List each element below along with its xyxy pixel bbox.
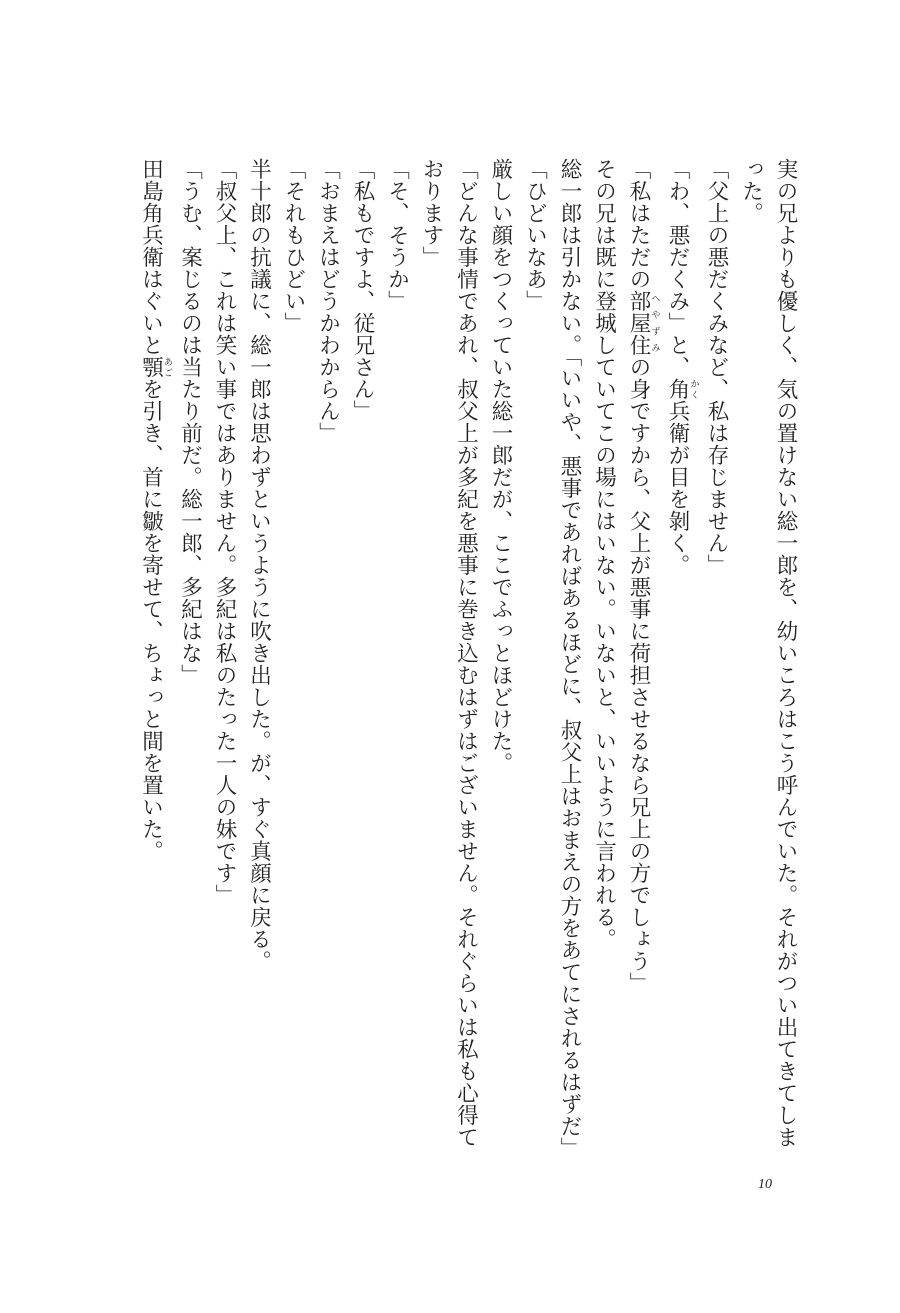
ruby-heyazumi: 部屋住へやずみ: [626, 290, 660, 356]
paragraph-1: 実の兄よりも優しく、気の置けない総一郎を、幼いころはこう呼んでいた。それがつい出てきてしまった。: [738, 158, 798, 1148]
vertical-text-body: [102, 158, 802, 1168]
page-number: 10: [758, 1177, 772, 1192]
paragraph-13: 「それもひどい」: [281, 158, 306, 334]
paragraph-7: 「ひどいなあ」: [522, 158, 548, 312]
paragraph-17-pre: 田島角兵衛はぐいと: [138, 158, 164, 356]
ruby-kaku: 角かく: [665, 378, 699, 400]
paragraph-17-post: を引き、首に皺を寄せて、ちょっと間を置いた。: [138, 378, 164, 862]
paragraph-3-pre: 「わ、悪だくみ」と、: [665, 158, 690, 378]
paragraph-14: 半十郎の抗議に、総一郎は思わずというように吹き出した。が、すぐ真顔に戻る。: [246, 158, 272, 972]
paragraph-8: 厳しい顔をつくっていた総一郎だが、ここでふっとほどけた。: [488, 158, 513, 774]
paragraph-17: [133, 158, 172, 1168]
ruby-ago: 顎あご: [138, 356, 172, 378]
paragraph-6: 総一郎は引かない。「いいや、悪事であればあるほどに、叔父上はおまえの方をあてにされるはずだ」: [557, 158, 582, 1160]
paragraph-16: 「うむ、案じるのは当たり前だ。総一郎、多紀はな」: [177, 158, 203, 686]
paragraph-9: 「どんな事情であれ、叔父上が多紀を悪事に巻き込むはずはございません。それぐらいは私も心得ております」: [419, 158, 479, 1148]
paragraph-11: 「私もですよ、従兄さん」: [350, 158, 375, 422]
paragraph-10: 「そ、そうか」: [384, 158, 410, 312]
paragraph-4-post: の身ですから、父上が悪事に荷担させるなら兄上の方でしょう」: [626, 356, 651, 994]
paragraph-3: [660, 158, 699, 1168]
paragraph-5: その兄は既に登城していてこの場にはいない。いないと、いいように言われる。: [591, 158, 617, 950]
paragraph-4: [621, 158, 660, 1168]
paragraph-2: 「父上の悪だくみなど、私は存じません」: [704, 158, 729, 576]
paragraph-15: 「叔父上、これは笑い事ではありません。多紀は私のたった一人の妹です」: [212, 158, 237, 906]
paragraph-4-pre: 「私はただの: [626, 158, 651, 290]
paragraph-3-post: が目を剝く。: [665, 444, 690, 576]
paragraph-12: 「おまえはどうかわからん」: [315, 158, 341, 444]
paragraph-3-mid: 兵衛: [665, 400, 690, 444]
